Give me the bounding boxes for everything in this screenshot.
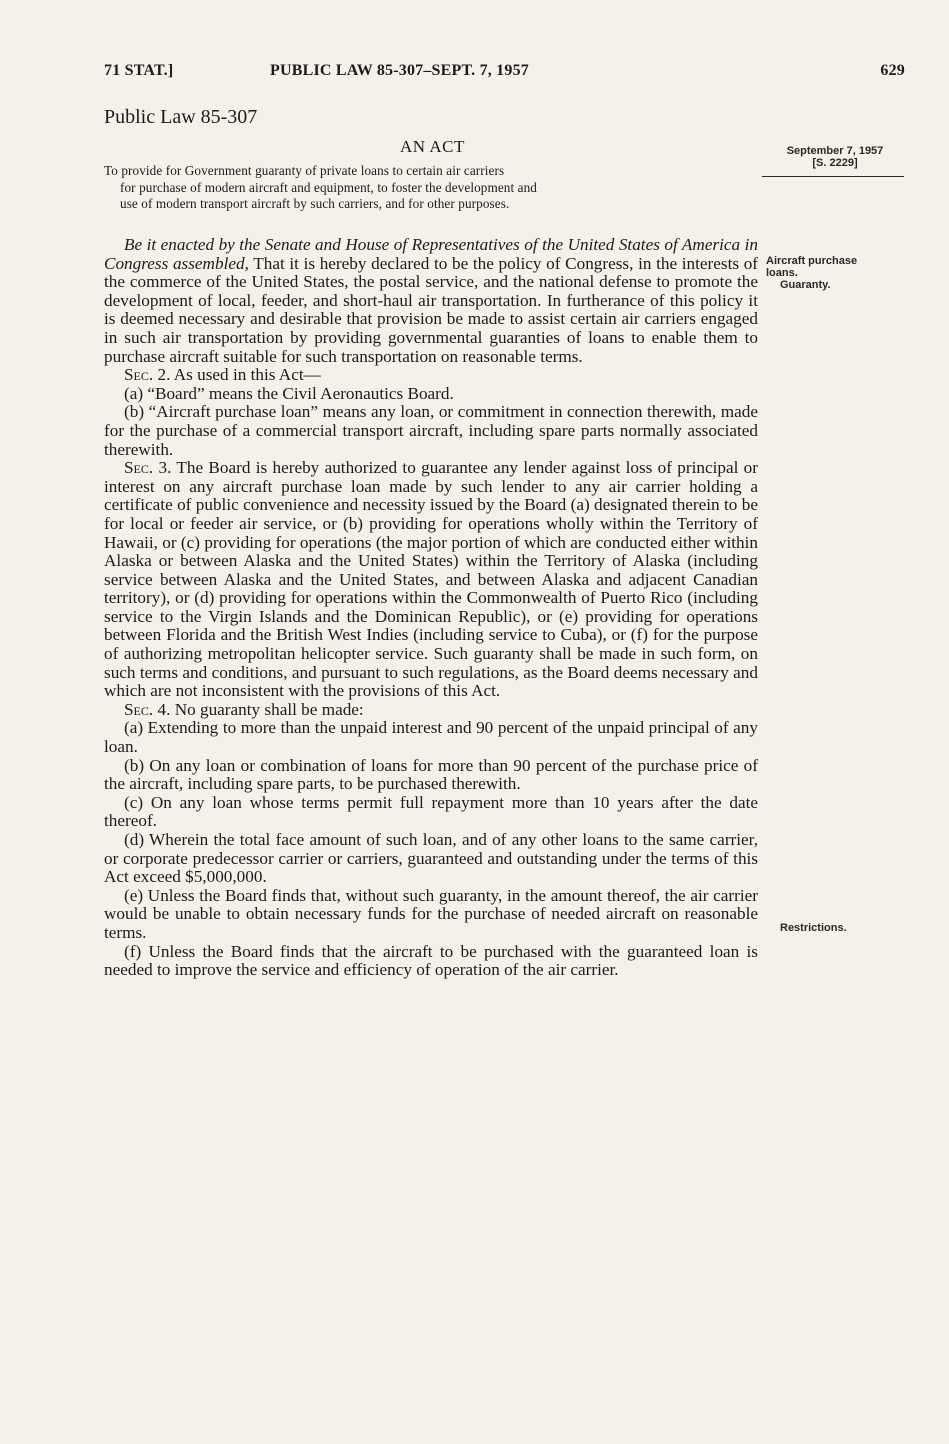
enacting-clause: [104, 236, 758, 366]
note-aircraft-line2: loans.: [766, 267, 798, 279]
purpose-line: [104, 163, 756, 213]
section-label: Sec. 3.: [124, 458, 172, 478]
restriction-a: (a) Extending to more than the unpaid interest and 90 percent of the unpaid principal of any loan.: [104, 718, 758, 757]
purpose-line-3: use of modern transport aircraft by such carriers, and for other purposes.: [120, 196, 510, 211]
restriction-d: (d) Wherein the total face amount of such loan, and of any other loans to the same carrier, or corporate predecessor carrier or carriers, guaranteed and outstanding under the terms of this Act exceed $5,000,000.: [104, 830, 758, 887]
bill-number: [S. 2229]: [812, 157, 858, 169]
purpose-line-1: To provide for Government guaranty of private loans to certain air carriers: [104, 163, 505, 178]
enacting-formula: Be it enacted by the Senate and House of Representatives of the United States of America in Congress assembled,: [104, 235, 758, 273]
policy-declaration: That it is hereby declared to be the policy of Congress, in the interests of the commerce of the United States, the postal service, and the national defense to promote the development of local, feeder, and short-haul air transportation. In furtherance of this policy it is deemed necessary and desirable that provision be made to assist certain air carriers engaged in such air transportation by providing governmental guaranties of loans to enable them to purchase aircraft suitable for such transportation on reasonable terms.: [104, 253, 759, 366]
section-label: Sec. 4.: [124, 699, 171, 719]
margin-note-aircraft: [766, 255, 916, 291]
margin-rule: [762, 176, 904, 177]
note-aircraft-line1: Aircraft purchase: [766, 255, 858, 267]
section-label: Sec. 2.: [124, 365, 171, 385]
restriction-c: (c) On any loan whose terms permit full repayment more than 10 years after the date thereof.: [104, 792, 758, 831]
restriction-f: (f) Unless the Board finds that the aircraft to be purchased with the guaranteed loan is needed to improve the service and efficiency of operation of the air carrier.: [104, 941, 758, 980]
running-title: PUBLIC LAW 85-307–SEPT. 7, 1957: [270, 62, 529, 79]
act-title: AN ACT: [400, 137, 465, 156]
page-number: 629: [880, 62, 905, 79]
note-aircraft-line3: Guaranty.: [780, 279, 831, 291]
section-2: [104, 366, 758, 385]
section-text: As used in this Act—: [170, 365, 321, 385]
margin-note-restrictions: Restrictions.: [780, 922, 847, 934]
purpose-line-2: for purchase of modern aircraft and equipment, to foster the development and: [120, 179, 537, 195]
restriction-e: (e) Unless the Board finds that, without such guaranty, in the amount thereof, the air carrier would be unable to obtain necessary funds for the purchase of needed aircraft on reasonable terms.: [104, 885, 758, 942]
definition-loan: (b) “Aircraft purchase loan” means any loan, or commitment in connection therewith, made for the purchase of a commercial transport aircraft, including spare parts normally associated therewith.: [104, 402, 758, 459]
section-3: [104, 459, 758, 701]
law-number: Public Law 85-307: [104, 106, 258, 128]
act-purpose: [104, 163, 756, 213]
restriction-b: (b) On any loan or combination of loans for more than 90 percent of the purchase price of the aircraft, including spare parts, to be purchased therewith.: [104, 755, 758, 794]
definition-board: (a) “Board” means the Civil Aeronautics Board.: [124, 383, 454, 403]
enactment-date: September 7, 1957: [786, 145, 884, 157]
section-text: The Board is hereby authorized to guarantee any lender against loss of principal or interest on any aircraft purchase loan made by such lender to any air carrier holding a certificate of public convenience and necessity issued by the Board (a) designated therein to be for local or feeder air service, or (b) providing for operations wholly within the Territory of Hawaii, or (c) providing for operations (the major portion of which are conducted either within Alaska or between Alaska and the United States) within the Territory of Alaska (including service between Alaska and the United States, and between Alaska and adjacent Canadian territory), or (d) providing for operations within the Commonwealth of Puerto Rico (including service to the Virgin Islands and the Dominican Republic), or (e) providing for operations between Florida and the British West Indies (including service to Cuba), or (f) for the purpose of authorizing metropolitan helicopter service. Such guaranty shall be made in such form, on such terms and conditions, and pursuant to such regulations, as the Board deems necessary and which are not inconsistent with the provisions of this Act.: [104, 458, 758, 701]
running-head: [104, 62, 905, 84]
section-text: No guaranty shall be made:: [170, 699, 364, 719]
statute-volume: 71 STAT.]: [104, 62, 174, 79]
section-4: [104, 701, 758, 720]
margin-note-date: [766, 145, 904, 169]
act-body: [104, 236, 758, 980]
